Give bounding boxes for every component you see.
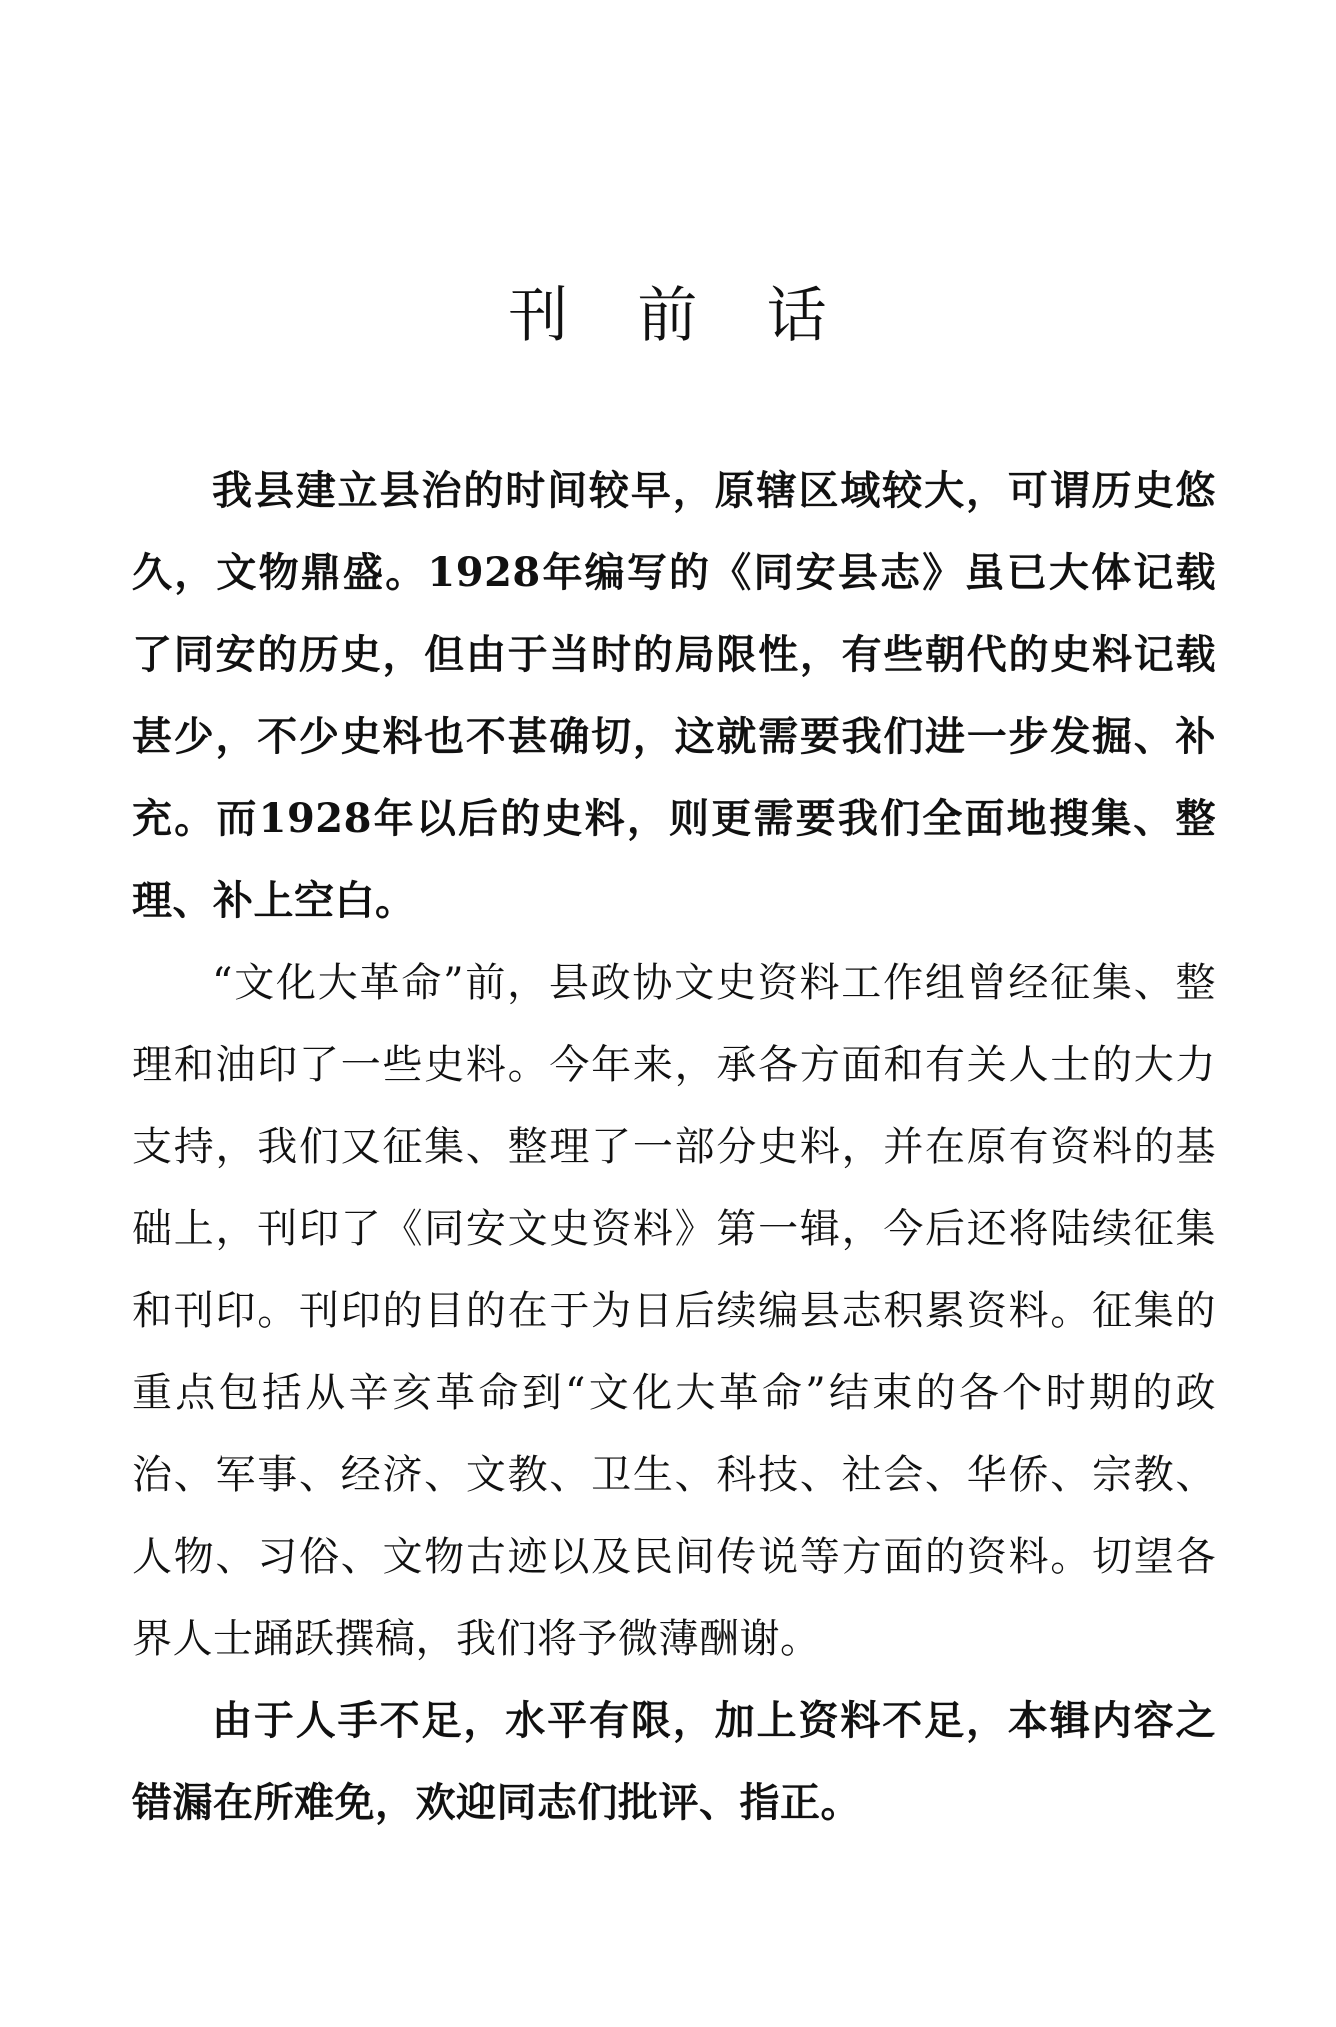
paragraph-history: 我县建立县治的时间较早，原辖区域较大，可谓历史悠久，文物鼎盛。1928年编写的《同安县志》虽已大体记载了同安的历史，但由于当时的局限性，有些朝代的史料记载甚少，不少史料也不甚确切，这就需要我们进一步发掘、补充。而1928年以后的史料，则更需要我们全面地搜集、整理、补上空白。 [132, 467, 1216, 924]
title-char: 话 [766, 281, 828, 351]
title-char: 刊 [508, 281, 570, 351]
title-char: 前 [637, 281, 699, 351]
page-title [0, 268, 1336, 354]
body-text [132, 450, 1216, 1844]
paragraph-closing: 由于人手不足，水平有限，加上资料不足，本辑内容之错漏在所难免，欢迎同志们批评、指正。 [132, 1697, 1216, 1826]
paragraph-collection: “文化大革命”前，县政协文史资料工作组曾经征集、整理和油印了一些史料。今年来，承各方面和有关人士的大力支持，我们又征集、整理了一部分史料，并在原有资料的基础上，刊印了《同安文史资料》第一辑，今后还将陆续征集和刊印。刊印的目的在于为日后续编县志积累资料。征集的重点包括从辛亥革命到“文化大革命”结束的各个时期的政治、军事、经济、文教、卫生、科技、社会、华侨、宗教、人物、习俗、文物古迹以及民间传说等方面的资料。切望各界人士踊跃撰稿，我们将予微薄酬谢。 [132, 960, 1216, 1662]
